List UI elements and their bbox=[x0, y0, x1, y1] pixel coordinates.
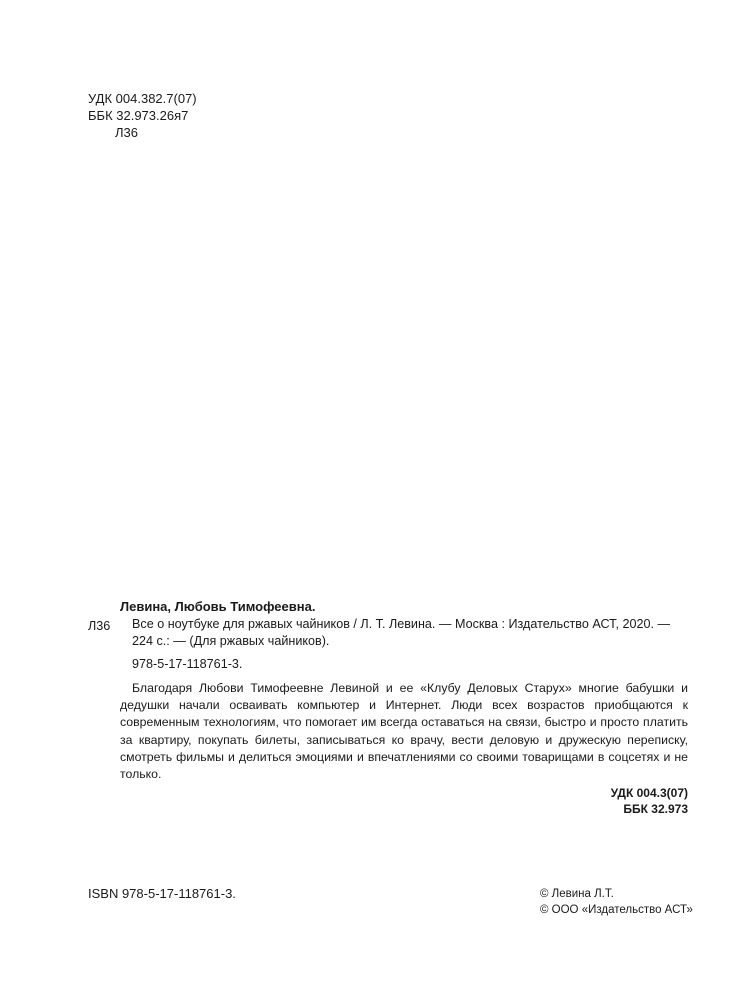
bbk-short-code: ББК 32.973 bbox=[623, 801, 688, 816]
catalog-annotation bbox=[120, 680, 688, 783]
copyright-notices bbox=[540, 886, 693, 918]
catalog-title-line-1: Все о ноутбуке для ржавых чайников / Л. Т. Левина. — Москва : Издательство АСТ, 2020. — bbox=[132, 616, 671, 631]
catalog-isbn: 978-5-17-118761-3. bbox=[132, 656, 243, 671]
bbk-code: ББК 32.973.26я7 bbox=[88, 108, 189, 123]
footer-isbn: ISBN 978-5-17-118761-3. bbox=[88, 886, 236, 901]
catalog-author: Левина, Любовь Тимофеевна. bbox=[120, 599, 316, 614]
copyright-author: © Левина Л.Т. bbox=[540, 888, 614, 900]
catalog-cipher: Л36 bbox=[88, 619, 111, 633]
udk-short-code: УДК 004.3(07) bbox=[610, 786, 688, 801]
copyright-publisher: © ООО «Издательство АСТ» bbox=[540, 904, 693, 916]
catalog-short-codes bbox=[88, 786, 688, 817]
catalog-card bbox=[88, 598, 688, 817]
author-cipher: Л36 bbox=[115, 125, 138, 140]
annotation-text: Благодаря Любови Тимофеевне Левиной и ее «Клубу Деловых Старух» многие бабушки и дедушки начали осваивать компьютер и Интернет. Люди всех возрастов приобщаются к современным технологиям, что помогает им всегда оставаться на связи, быстро и просто платить за квартиру, покупать билеты, записываться ко врачу, вести деловую и дружескую переписку, смотреть фильмы и делиться эмоциями и впечатлениями со своими товарищами в соцсетях и не только. bbox=[120, 681, 688, 782]
catalog-title-line-2: 224 с.: — (Для ржавых чайников). bbox=[132, 634, 330, 648]
classification-codes bbox=[88, 90, 197, 141]
udk-code: УДК 004.382.7(07) bbox=[88, 91, 197, 106]
catalog-title-description bbox=[132, 616, 688, 651]
